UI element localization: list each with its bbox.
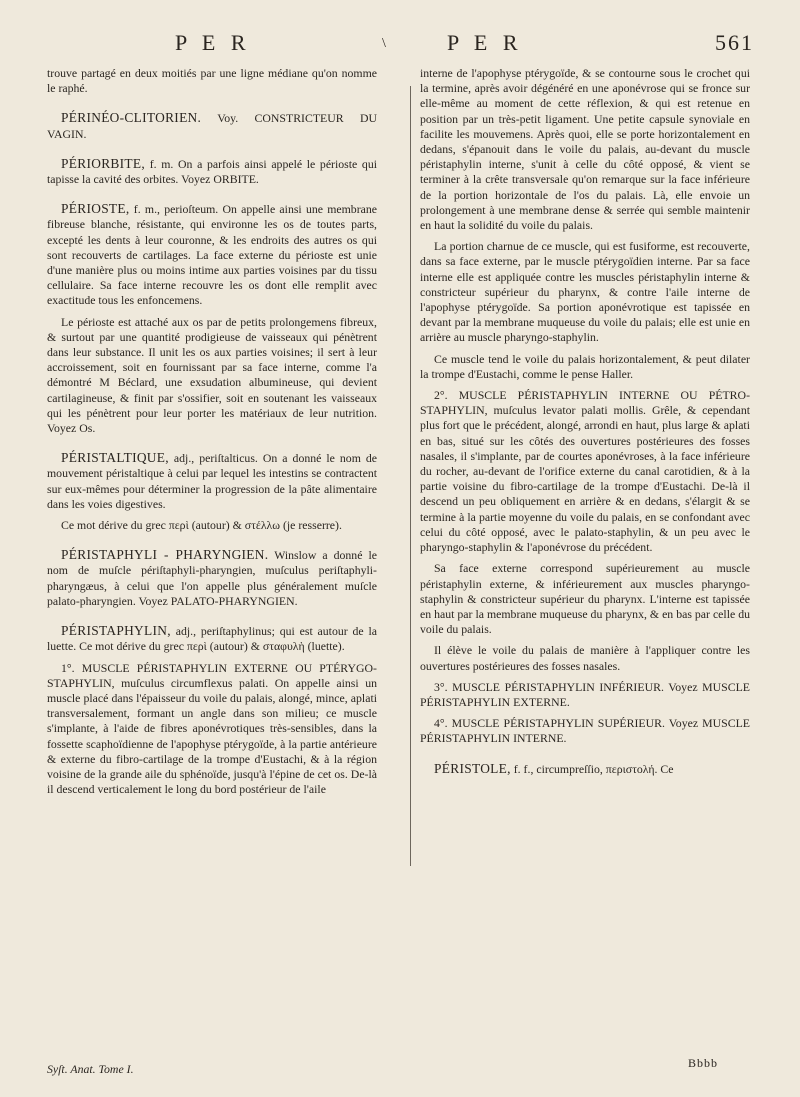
entry-text: f. f., circumpreſſio, περιστολή. Ce — [513, 761, 674, 776]
dictionary-entry — [47, 110, 377, 141]
entry-text: Winslow a donné le nom de muſcle périſtaphyli-pharyngien, muſculus periſtaphyli-pharyngæus, à celui que l'on appelle plus généralement muſcle palato-pharyngien. Voyez PALATO-PHARYNGIEN. — [47, 548, 377, 608]
left-column — [47, 66, 377, 797]
continuation-paragraph: trouve partagé en deux moitiés par une ligne médiane qu'on nomme le raphé. — [47, 66, 377, 96]
entry-headword: PÉRIORBITE, — [61, 155, 146, 171]
entry-paragraph: 1°. MUSCLE PÉRISTAPHYLIN EXTERNE OU PTÉRYGO-STAPHYLIN, muſculus circumflexus palati. On appelle ainsi un muscle placé dans l'épaisseur du voile du palais, alongé, mince, aplati transversalement, formant un angle dans son milieu; ce muscle s'implante, à l'aide de fibres aponévrotiques très-sensibles, dans la fossette scaphoïdienne de l'apophyse ptérygoïde, à la partie antérieure & externe du fibro-cartilage de la trompe d'Eustachi, & à la région voisine de la grande aile du sphénoïde, jusqu'à l'épine de cet os. De-là il descend verticalement le long du bord postérieur de l'aile — [47, 660, 377, 797]
entry-headword: PÉRISTAPHYLI - PHARYNGIEN. — [61, 547, 269, 563]
entry-paragraph: 2°. MUSCLE PÉRISTAPHYLIN INTERNE OU PÉTRO-STAPHYLIN, muſculus levator palati mollis. Grêle, & cependant plus fort que le précédent, alongé, arrondi en haut, plus large & aplati en bas, situé sur les côtés des ouvertures postérieures des fosses nasales, il s'implante, par de courtes aponévroses, à la face inférieure du rocher, au-devant de l'orifice externe du canal carotidien, & à la partie voisine du fibro-cartilage de la trompe d'Eustachi. De-là il descend un peu obliquement en arrière & en dedans, s'élargit & se termine à la partie moyenne du voile du palais, en se confondant avec celui du côté opposé, avec le palato-staphylin, & un peu avec le pharyngo-staphylin & l'aponévrose du précédent. — [420, 388, 750, 555]
entry-paragraph: Le périoste est attaché aux os par de petits prolongemens fibreux, & surtout par une quantité prodigieuse de vaisseaux qui pénètrent dans leur substance. Il unit les os aux parties voisines; il sert à leur accroissement, soit en fournissant par sa face interne, comme l'a démontré M Béclard, une exsudation albumineuse, qui devient cartilagineuse, & finit par s'ossifier, soit en soutenant les vaisseaux qui les pénètrent pour leur porter les matériaux de leur nutrition. Voyez Os. — [47, 314, 377, 436]
entry-text: f. m., perioſteum. On appelle ainsi une membrane fibreuse blanche, résistante, qui environne les os de toutes parts, excepté les dents à leur couronne, & les endroits des autres os qui sont recouverts de cartilages. La face externe du périoste est unie d'une manière plus ou moins intime aux parties voisines par du tissu cellulaire. Sa face interne recouvre les os dont elle remplit avec exactitude tous les enfoncemens. — [47, 202, 377, 308]
dictionary-entry — [47, 201, 377, 308]
entry-headword: PÉRISTALTIQUE, — [61, 450, 169, 466]
running-header — [0, 30, 800, 60]
dictionary-entry — [420, 761, 750, 777]
continuation-paragraph: interne de l'apophyse ptérygoïde, & se contourne sous le crochet qui la termine, après avoir dégénéré en une aponévrose qui se fronce sur elle-même au moment de cette réflexion, & qui est retenue en position par un très-petit ligament. Une petite capsule synoviale en facilite les mouvemens. Après quoi, elle se porte horizontalement en dedans, s'épanouit dans le voile du palais, au-devant du muscle péristaphylin interne, s'unit à celle du côté opposé, & vient se terminer à la crête transversale qu'on remarque sur la face inférieure de la portion horizontale de l'os du palais. Là, elle envoie un prolongement à une membrane dense & serrée qui semble maintenir en haut la solidité du voile du palais. — [420, 66, 750, 233]
entry-headword: PÉRISTOLE, — [434, 760, 511, 776]
entry-headword: PÉRIOSTE, — [61, 201, 130, 217]
entry-text: adj., periſtaphylinus; qui est autour de la luette. Ce mot dérive du grec περὶ (autour) & σταφυλὴ (luette). — [47, 624, 377, 654]
entry-text: f. m. On a parfois ainsi appelé le périoste qui tapisse la cavité des orbites. Voyez ORBITE. — [47, 156, 377, 187]
entry-paragraph: Ce muscle tend le voile du palais horizontalement, & peut dilater la trompe d'Eustachi, comme le pense Haller. — [420, 351, 750, 381]
entry-paragraph: Sa face externe correspond supérieurement au muscle péristaphylin externe, & inférieurement aux muscles pharyngo-staphylin & constricteur supérieur du pharynx. L'interne est tapissée en haut par la membrane muqueuse du pharynx, & en bas par celle du voile du palais. — [420, 561, 750, 637]
column-divider — [410, 86, 411, 866]
footer-signature-right: Bbbb — [688, 1056, 719, 1070]
entry-headword: PÉRINÉO-CLITORIEN. — [61, 110, 202, 126]
entry-paragraph: Il élève le voile du palais de manière à l'appliquer contre les ouvertures postérieures des fosses nasales. — [420, 643, 750, 673]
dictionary-entry — [47, 450, 377, 512]
entry-paragraph: 3°. MUSCLE PÉRISTAPHYLIN INFÉRIEUR. Voyez MUSCLE PÉRISTAPHYLIN EXTERNE. — [420, 679, 750, 709]
entry-text: adj., periſtalticus. On a donné le nom de mouvement péristaltique à celui par lequel les intestins se contractent sur eux-mêmes pour déterminer la progression de la pâte alimentaire dans les voies digestives. — [47, 451, 378, 511]
footer-signature-left: Syſt. Anat. Tome I. — [47, 1062, 134, 1076]
entry-paragraph: Ce mot dérive du grec περὶ (autour) & στέλλω (je resserre). — [61, 518, 342, 533]
dictionary-entry — [47, 547, 377, 609]
dictionary-entry — [47, 156, 377, 187]
entry-paragraph: La portion charnue de ce muscle, qui est fusiforme, est recouverte, dans sa face externe, par le muscle ptérygoïdien interne. Par sa face interne elle est appliquée contre les muscles péristaphylin interne & constricteur supérieur du pharynx, & contre l'aile interne de l'apophyse ptérygoïde. Sa portion aponévrotique est tapissée en devant par la membrane muqueuse du voile du palais; elle est unie en arrière au muscle pharyngo-staphylin. — [420, 239, 750, 345]
right-column — [420, 66, 750, 777]
entry-paragraph: 4°. MUSCLE PÉRISTAPHYLIN SUPÉRIEUR. Voyez MUSCLE PÉRISTAPHYLIN INTERNE. — [420, 716, 750, 746]
header-right: P E R — [447, 30, 523, 55]
entry-headword: PÉRISTAPHYLIN, — [61, 623, 171, 639]
page-number: 561 — [715, 30, 754, 55]
header-left: P E R — [175, 30, 251, 55]
entry-text: Voy. CONSTRICTEUR DU VAGIN. — [47, 111, 377, 141]
header-mid-mark: \ — [382, 36, 391, 51]
dictionary-entry — [47, 623, 377, 654]
